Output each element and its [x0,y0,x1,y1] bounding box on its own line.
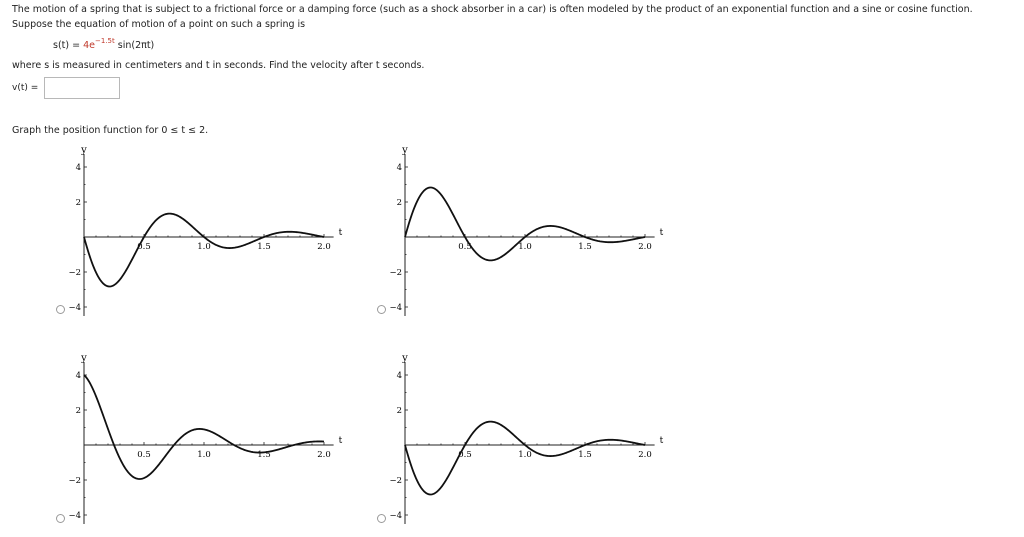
x-tick-label: 0.5 [458,450,472,460]
graph-option-d [383,352,673,527]
x-tick-label: 1.5 [257,242,271,252]
x-axis-label: t [659,228,664,238]
graph-option-c-plot [62,352,352,527]
y-tick-label: 2 [75,198,81,208]
y-tick-label: −4 [389,511,402,521]
y-tick-label: 2 [396,406,402,416]
equation-rhs: sin(2πt) [114,40,155,51]
graph-option-b-plot [383,144,673,319]
y-tick-label: 2 [396,198,402,208]
x-tick-label: 0.5 [137,450,151,460]
y-tick-label: −2 [389,476,402,486]
graph-option-a [62,144,352,319]
x-axis-label: t [338,228,343,238]
problem-statement-line-1: The motion of a spring that is subject to a frictional force or a damping force (such as a shock absorber in a car) is often modeled by the product of an exponential function and a sine or cosine function. [12,4,973,15]
x-tick-label: 2.0 [638,242,652,252]
equation-lhs: s(t) = [53,40,84,51]
graph-option-d-plot [383,352,673,527]
equation-coefficient: 4e [83,40,95,51]
y-tick-label: 4 [75,371,81,381]
x-tick-label: 1.0 [518,450,532,460]
graph-option-b-radio[interactable] [377,305,386,314]
y-axis-label: y [402,353,408,364]
x-tick-label: 1.0 [197,242,211,252]
x-tick-label: 2.0 [638,450,652,460]
question-text: where s is measured in centimeters and t in seconds. Find the velocity after t seconds. [12,60,425,71]
x-tick-label: 0.5 [137,242,151,252]
x-tick-label: 2.0 [317,242,331,252]
x-tick-label: 2.0 [317,450,331,460]
y-tick-label: −4 [389,303,402,313]
x-tick-label: 1.5 [257,450,271,460]
x-tick-label: 1.5 [578,450,592,460]
graph-option-a-plot [62,144,352,319]
graph-option-d-radio[interactable] [377,514,386,523]
equation-exponent: −1.5t [94,37,115,45]
y-tick-label: −4 [68,303,81,313]
graph-option-c-radio[interactable] [56,514,65,523]
x-tick-label: 0.5 [458,242,472,252]
graph-option-a-radio[interactable] [56,305,65,314]
y-tick-label: 4 [396,371,402,381]
y-axis-label: y [81,145,87,156]
graph-option-b [383,144,673,319]
x-tick-label: 1.0 [197,450,211,460]
y-axis-label: y [402,145,408,156]
answer-row [12,77,120,99]
y-tick-label: −4 [68,511,81,521]
x-tick-label: 1.0 [518,242,532,252]
velocity-answer-input[interactable] [44,77,120,99]
y-tick-label: 2 [75,406,81,416]
y-tick-label: −2 [68,268,81,278]
y-tick-label: −2 [389,268,402,278]
y-axis-label: y [81,353,87,364]
graph-option-c [62,352,352,527]
x-axis-label: t [338,436,343,446]
y-tick-label: −2 [68,476,81,486]
position-curve [84,375,324,479]
x-tick-label: 1.5 [578,242,592,252]
equation-of-motion [53,37,155,51]
answer-label: v(t) = [12,83,39,93]
y-tick-label: 4 [75,163,81,173]
problem-statement-line-2: Suppose the equation of motion of a point on such a spring is [12,19,306,30]
y-tick-label: 4 [396,163,402,173]
graph-instruction: Graph the position function for 0 ≤ t ≤ 2. [12,125,209,136]
x-axis-label: t [659,436,664,446]
